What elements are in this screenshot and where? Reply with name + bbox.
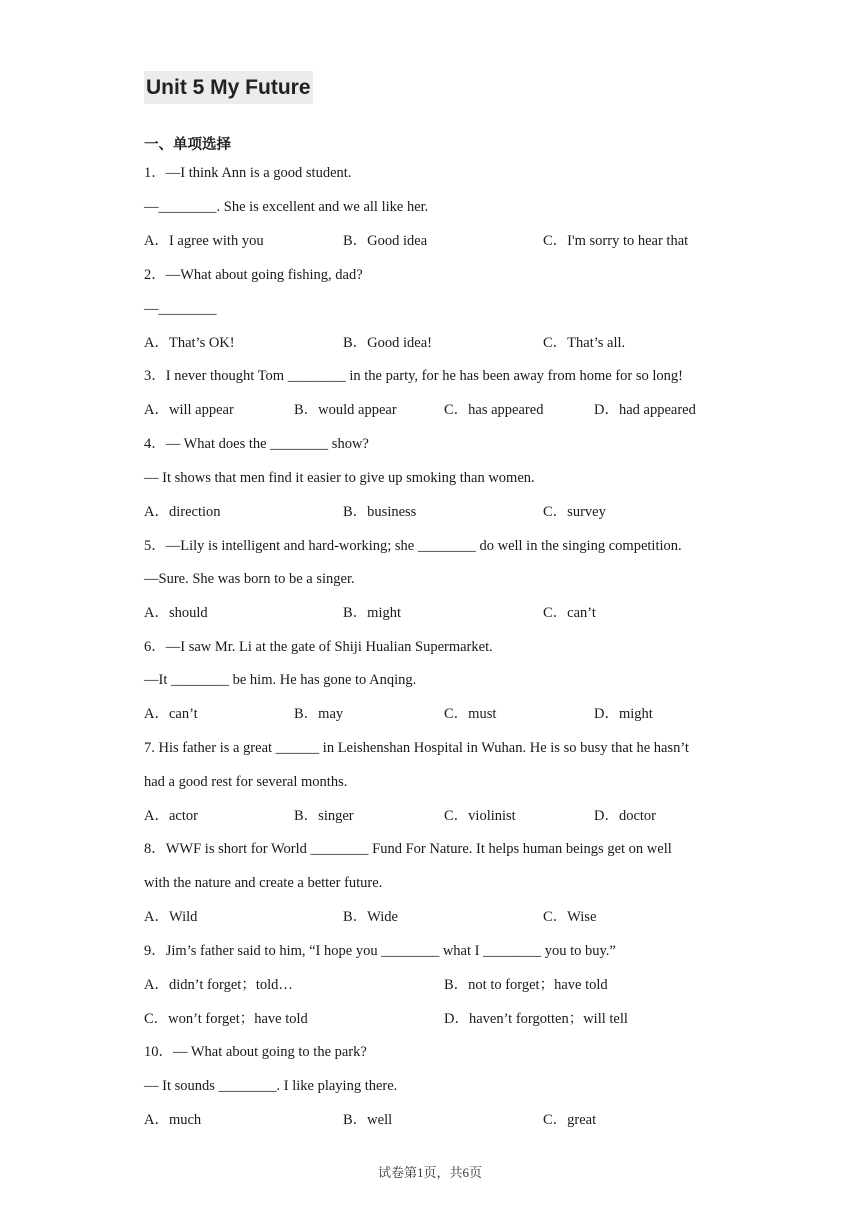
answer-option: C．has appeared bbox=[444, 402, 544, 418]
answer-option: A．actor bbox=[144, 808, 198, 824]
answer-option: B．Wide bbox=[343, 909, 398, 925]
answer-option: C．can’t bbox=[543, 605, 596, 621]
answer-option: C．must bbox=[444, 706, 497, 722]
answer-option: D．had appeared bbox=[594, 402, 696, 418]
answer-option: B．business bbox=[343, 504, 417, 520]
answer-option: B．Good idea! bbox=[343, 335, 432, 351]
question-text-cont: — It shows that men find it easier to give up smoking than women. bbox=[144, 470, 535, 486]
answer-option: A．didn’t forget；told… bbox=[144, 977, 293, 993]
answer-option: C．survey bbox=[543, 504, 606, 520]
question-text: 1．—I think Ann is a good student. bbox=[144, 165, 352, 181]
answer-option: A．I agree with you bbox=[144, 233, 264, 249]
section-heading: 一、单项选择 bbox=[144, 137, 231, 153]
question-text-cont: —________. She is excellent and we all like her. bbox=[144, 199, 429, 215]
answer-option: B．Good idea bbox=[343, 233, 428, 249]
answer-option: D．haven’t forgotten；will tell bbox=[444, 1011, 628, 1027]
question-text: 9．Jim’s father said to him, “I hope you ________ what I ________ you to buy.” bbox=[144, 943, 616, 959]
answer-option: C．violinist bbox=[444, 808, 516, 824]
answer-option: C．won’t forget；have told bbox=[144, 1011, 308, 1027]
answer-option: C．That’s all. bbox=[543, 335, 626, 351]
answer-option: A．will appear bbox=[144, 402, 234, 418]
answer-option: D．doctor bbox=[594, 808, 657, 824]
answer-option: A．should bbox=[144, 605, 208, 621]
answer-option: A．direction bbox=[144, 504, 221, 520]
question-text-cont: —________ bbox=[144, 301, 217, 317]
page-footer: 试卷第1页，共6页 bbox=[377, 1165, 482, 1180]
page-title: Unit 5 My Future bbox=[144, 71, 313, 104]
question-text-cont: with the nature and create a better future. bbox=[144, 875, 383, 891]
question-text: 8．WWF is short for World ________ Fund For Nature. It helps human beings get on well bbox=[144, 841, 672, 857]
question-text-cont: —Sure. She was born to be a singer. bbox=[144, 571, 355, 587]
question-text-cont: — It sounds ________. I like playing there. bbox=[144, 1078, 398, 1094]
question-text: 4．— What does the ________ show? bbox=[144, 436, 369, 452]
answer-option: B．would appear bbox=[294, 402, 397, 418]
question-text: 7. His father is a great ______ in Leishenshan Hospital in Wuhan. He is so busy that he hasn’t bbox=[144, 740, 689, 756]
question-text-cont: had a good rest for several months. bbox=[144, 774, 348, 790]
answer-option: A．much bbox=[144, 1112, 202, 1128]
answer-option: B．not to forget；have told bbox=[444, 977, 608, 993]
answer-option: B．may bbox=[294, 706, 344, 722]
question-text: 3．I never thought Tom ________ in the party, for he has been away from home for so long! bbox=[144, 368, 683, 384]
answer-option: C．great bbox=[543, 1112, 597, 1128]
answer-option: A．That’s OK! bbox=[144, 335, 235, 351]
answer-option: C．I'm sorry to hear that bbox=[543, 233, 689, 249]
answer-option: D．might bbox=[594, 706, 653, 722]
answer-option: B．might bbox=[343, 605, 402, 621]
answer-option: A．can’t bbox=[144, 706, 198, 722]
answer-option: A．Wild bbox=[144, 909, 198, 925]
answer-option: B．singer bbox=[294, 808, 354, 824]
answer-option: C．Wise bbox=[543, 909, 597, 925]
question-text: 6．—I saw Mr. Li at the gate of Shiji Hualian Supermarket. bbox=[144, 639, 493, 655]
question-text-cont: —It ________ be him. He has gone to Anqing. bbox=[144, 672, 417, 688]
question-text: 10．— What about going to the park? bbox=[144, 1044, 367, 1060]
answer-option: B．well bbox=[343, 1112, 393, 1128]
question-text: 5．—Lily is intelligent and hard-working; she ________ do well in the singing competition. bbox=[144, 538, 682, 554]
question-text: 2．—What about going fishing, dad? bbox=[144, 267, 363, 283]
